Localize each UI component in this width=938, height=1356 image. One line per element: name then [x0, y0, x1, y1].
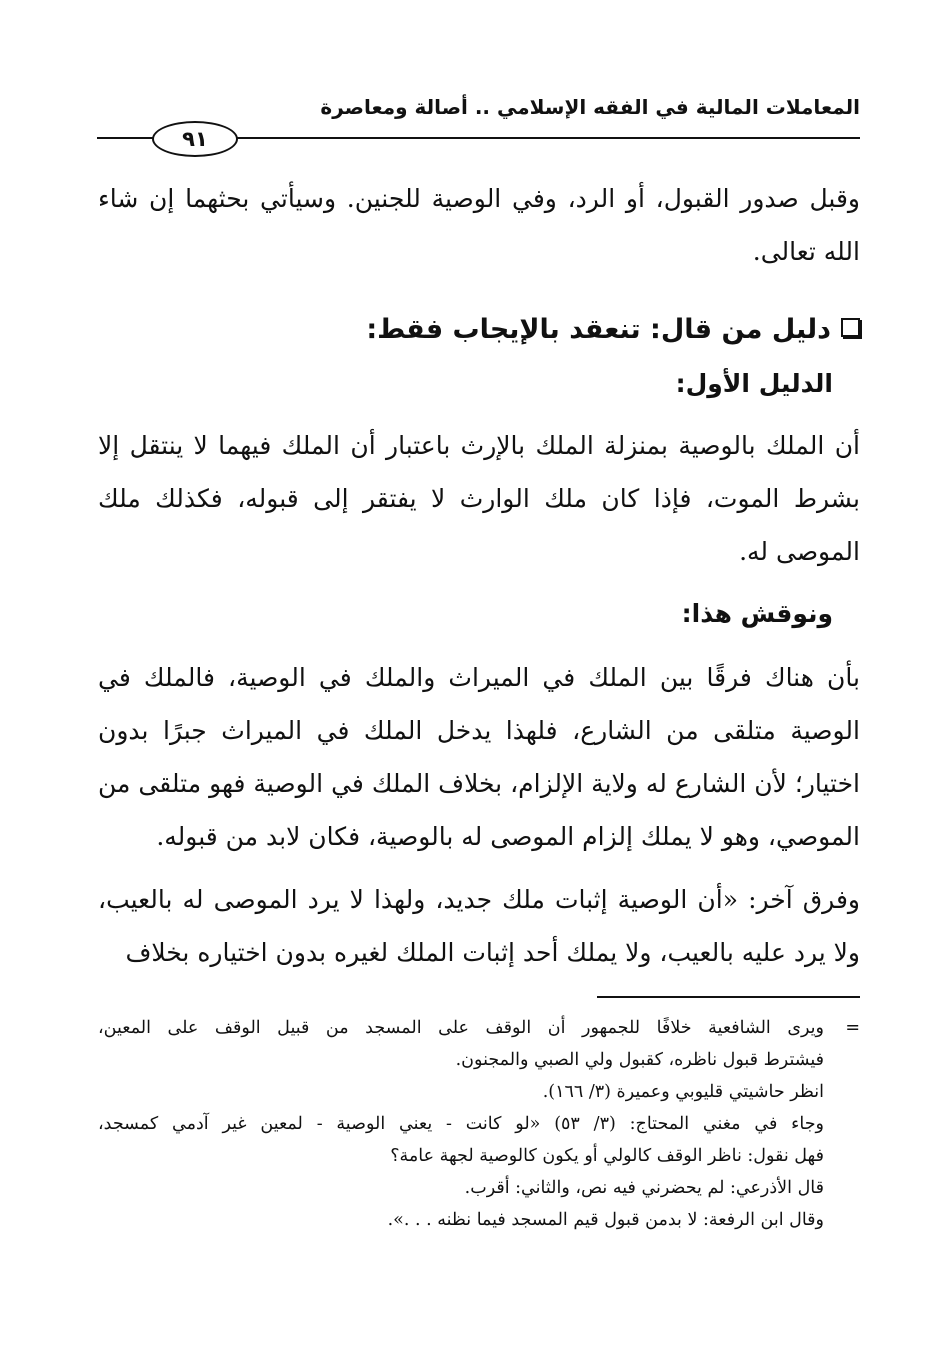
page-number: ٩١	[152, 121, 238, 157]
discussion-paragraph: بأن هناك فرقًا بين الملك في الميراث والملك في الوصية، فالملك في الوصية متلقى من الشارع، فلهذا يدخل الملك في الميراث جبرًا بدون اختيار؛ لأن الشارع له ولاية الإلزام، بخلاف الملك في الوصية فهو متلقى من الموصي، وهو لا يملك إلزام الموصى له بالوصية، فكان لابد من قبوله.	[98, 663, 860, 851]
section-heading-text: دليل من قال: تنعقد بالإيجاب فقط:	[366, 314, 831, 345]
footnote-line: قال الأذرعي: لم يحضرني فيه نص، والثاني: أقرب.	[464, 1178, 824, 1198]
discussion-label: ونوقش هذا:	[681, 599, 833, 628]
second-difference-paragraph: وفرق آخر: «أن الوصية إثبات ملك جديد، ولهذا لا يرد الموصى له بالعيب، ولا يرد عليه بالعيب، ولا يملك أحد إثبات الملك لغيره بدون اختياره بخلاف	[98, 885, 860, 967]
footnote-line: فهل نقول: ناظر الوقف كالولي أو يكون كالوصية لجهة عامة؟	[390, 1146, 824, 1166]
first-proof-paragraph: أن الملك بالوصية بمنزلة الملك بالإرث باعتبار أن الملك فيهما لا ينتقل إلا بشرط الموت، فإذا كان ملك الوارث لا يفتقر إلى قبوله، فكذلك ملك الموصى له.	[98, 431, 860, 566]
intro-paragraph: وقبل صدور القبول، أو الرد، وفي الوصية للجنين. وسيأتي بحثهما إن شاء الله تعالى.	[98, 184, 860, 266]
footnote-line: فيشترط قبول ناظره، كقبول ولي الصبي والمجنون.	[455, 1050, 824, 1070]
footnotes-block	[98, 1012, 860, 1236]
footnote-line: انظر حاشيتي قليوبي وعميرة (٣/ ١٦٦).	[542, 1082, 824, 1102]
running-header-title: المعاملات المالية في الفقه الإسلامي .. أصالة ومعاصرة	[320, 95, 860, 119]
first-proof-label: الدليل الأول:	[675, 369, 833, 398]
footnote-line: وقال ابن الرفعة: لا بدمن قبول قيم المسجد فيما نظنه . . .».	[387, 1210, 824, 1230]
square-bullet-icon	[841, 318, 860, 337]
footnote-line: وجاء في مغني المحتاج: (٣/ ٥٣) «لو كانت - يعني الوصية - لمعين غير آدمي كمسجد،	[98, 1114, 824, 1134]
footnote-line-text: ويرى الشافعية خلافًا للجمهور أن الوقف على المسجد من قبيل الوقف على المعين،	[98, 1018, 824, 1038]
section-heading	[366, 312, 860, 348]
footnote-continuation-marker: =	[845, 1018, 860, 1038]
footnote-line	[98, 1012, 860, 1044]
footnote-separator	[597, 996, 860, 998]
